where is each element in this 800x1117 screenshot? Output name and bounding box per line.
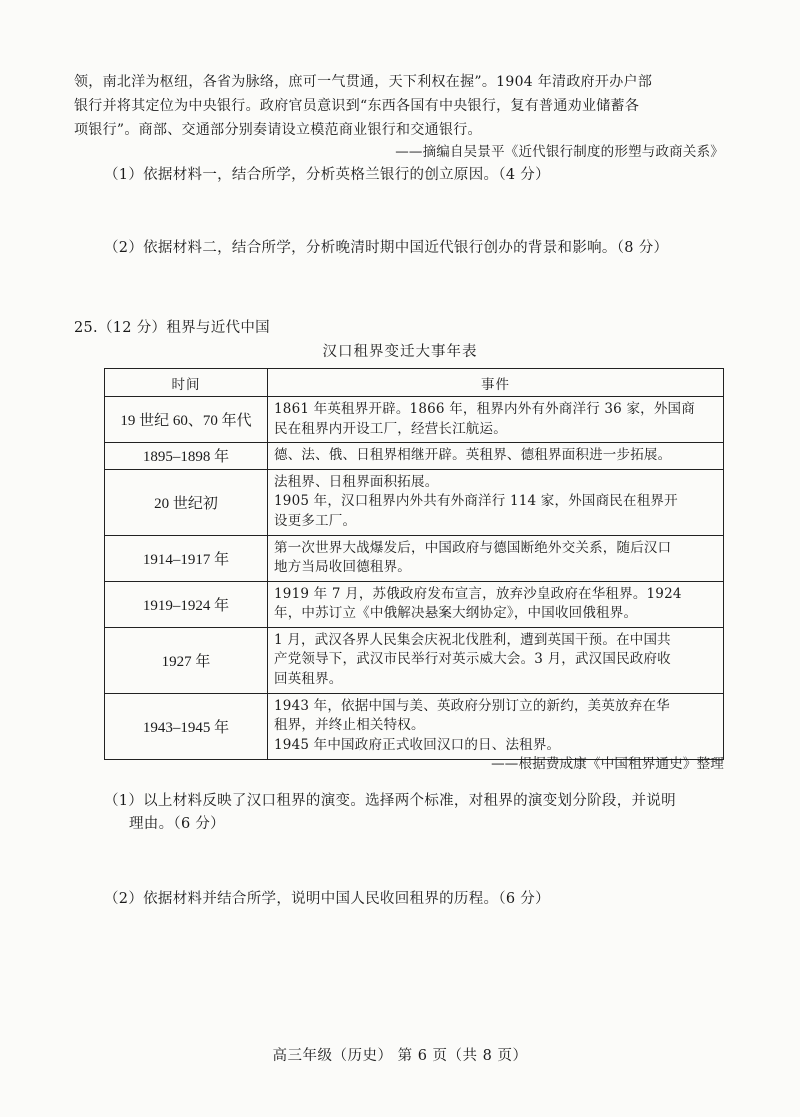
table-row [105, 693, 724, 759]
event-line: 民在租界内开设工厂，经营长江航运。 [274, 420, 507, 437]
event-line: 地方当局收回德租界。 [274, 559, 411, 575]
material-citation: ——摘编自吴景平《近代银行制度的形塑与政商关系》 [395, 144, 724, 160]
events-table [104, 368, 724, 760]
material-two-text [74, 70, 726, 142]
row-event [268, 397, 724, 443]
row-time: 1927 年 [105, 627, 268, 693]
row-event [268, 627, 724, 693]
row-event [268, 443, 724, 470]
event-line: 法租界、日租界面积拓展。 [274, 473, 439, 490]
table-row [105, 469, 724, 535]
row-time: 19 世纪 60、70 年代 [105, 397, 268, 443]
table-row [105, 627, 724, 693]
q25-part2: （2）依据材料并结合所学，说明中国人民收回租界的历程。（6 分） [104, 891, 550, 907]
table-source: ——根据费成康《中国租界通史》整理 [491, 756, 724, 772]
row-time: 1914–1917 年 [105, 535, 268, 581]
row-event [268, 535, 724, 581]
event-line: 1 月，武汉各界人民集会庆祝北伐胜利，遭到英国干预。在中国共 [274, 631, 671, 648]
event-line: 回英租界。 [274, 670, 343, 687]
page-footer: 高三年级（历史） 第 6 页（共 8 页） [272, 1048, 528, 1064]
table-row [105, 535, 724, 581]
event-line: 产党领导下，武汉市民举行对英示威大会。3 月，武汉国民政府收 [274, 651, 671, 668]
event-line: 1945 年中国政府正式收回汉口的日、法租界。 [274, 736, 561, 753]
material-line: 领，南北洋为枢纽，各省为脉络，庶可一气贯通，天下利权在握”。1904 年清政府开办户部 [74, 74, 653, 90]
table-header-row [105, 369, 724, 397]
row-time: 20 世纪初 [105, 469, 268, 535]
event-line: 1919 年 7 月，苏俄政府发布宣言，放弃沙皇政府在华租界。1924 [274, 585, 682, 602]
material-line: 银行并将其定位为中央银行。政府官员意识到“东西各国有中央银行，复有普通劝业储蓄各 [74, 98, 640, 114]
row-time: 1919–1924 年 [105, 581, 268, 627]
q24-part1: （1）依据材料一，结合所学，分析英格兰银行的创立原因。（4 分） [104, 167, 550, 183]
column-header-time: 时间 [105, 369, 268, 397]
table-title: 汉口租界变迁大事年表 [322, 344, 478, 360]
event-line: 1861 年英租界开辟。1866 年，租界内外有外商洋行 36 家，外国商 [274, 401, 695, 417]
material-line: 项银行”。商部、交通部分别奏请设立模范商业银行和交通银行。 [74, 122, 482, 138]
row-event [268, 581, 724, 627]
event-line: 1943 年，依据中国与美、英政府分别订立的新约，美英放弃在华 [274, 697, 670, 714]
q25-part1-line2: 理由。（6 分） [129, 816, 225, 832]
row-time: 1943–1945 年 [105, 693, 268, 759]
q25-heading: 25.（12 分）租界与近代中国 [74, 320, 270, 336]
q25-part1-line1: （1）以上材料反映了汉口租界的演变。选择两个标准，对租界的演变划分阶段，并说明 [104, 793, 676, 809]
event-line: 年，中苏订立《中俄解决悬案大纲协定》，中国收回俄租界。 [274, 605, 638, 621]
table-row [105, 443, 724, 470]
q24-part2: （2）依据材料二，结合所学，分析晚清时期中国近代银行创办的背景和影响。（8 分） [104, 240, 669, 256]
event-line: 租界，并终止相关特权。 [274, 717, 425, 734]
event-line: 第一次世界大战爆发后，中国政府与德国断绝外交关系，随后汉口 [274, 539, 672, 556]
event-line: 设更多工厂。 [274, 512, 357, 529]
row-event [268, 693, 724, 759]
column-header-event: 事件 [268, 369, 724, 397]
table-row [105, 397, 724, 443]
row-time: 1895–1898 年 [105, 443, 268, 470]
row-event [268, 469, 724, 535]
event-line: 1905 年，汉口租界内外共有外商洋行 114 家，外国商民在租界开 [274, 493, 678, 510]
table-row [105, 581, 724, 627]
event-line: 德、法、俄、日租界相继开辟。英租界、德租界面积进一步拓展。 [274, 447, 672, 463]
